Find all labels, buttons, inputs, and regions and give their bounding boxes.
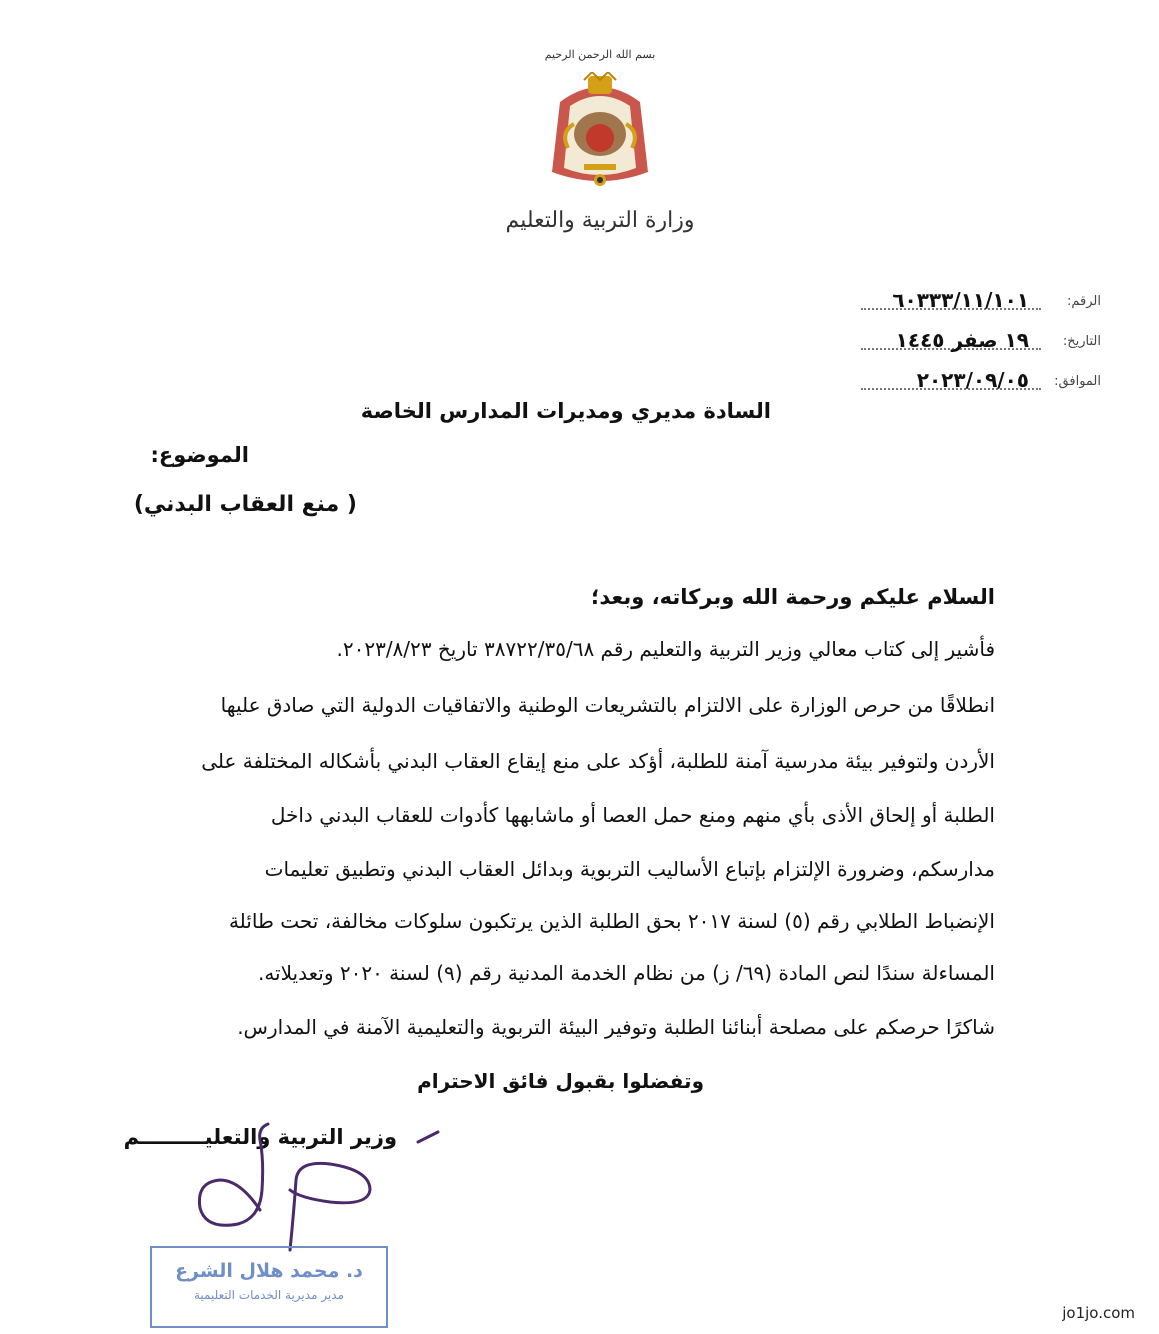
body-line: المساءلة سندًا لنص المادة (٦٩/ ز) من نظام الخدمة المدنية رقم (٩) لسنة ٢٠٢٠ وتعديلاته.: [257, 961, 995, 985]
jordan-coat-of-arms-icon: [540, 72, 660, 202]
signer-title: وزير التربية والتعليـــــــــم: [123, 1125, 397, 1149]
official-stamp: [150, 1246, 388, 1328]
body-line: الطلبة أو إلحاق الأذى بأي منهم ومنع حمل العصا أو ماشابهها كأدوات للعقاب البدني داخل: [270, 803, 995, 827]
reference-number-value: ٦٠٣٣٣/١١/١٠١: [892, 288, 1029, 312]
addressee: السادة مديري ومديرات المدارس الخاصة: [360, 399, 771, 423]
reference-number-label: الرقم:: [1067, 294, 1101, 309]
reference-number-row: [841, 290, 1101, 330]
body-line: فأشير إلى كتاب معالي وزير التربية والتعليم رقم ٣٨٧٢٢/٣٥/٦٨ تاريخ ٢٠٢٣/٨/٢٣.: [336, 637, 995, 661]
body-line: انطلاقًا من حرص الوزارة على الالتزام بالتشريعات الوطنية والاتفاقيات الدولية التي صادق عليها: [220, 693, 995, 717]
body-line: الأردن ولتوفير بيئة مدرسية آمنة للطلبة، أؤكد على منع إيقاع العقاب البدني بأشكاله المختلفة على: [201, 749, 995, 773]
body-line: شاكرًا حرصكم على مصلحة أبنائنا الطلبة وتوفير البيئة التربوية والتعليمية الآمنة في المدارس.: [237, 1015, 995, 1039]
subject-title: ( منع العقاب البدني): [133, 492, 357, 517]
basmala: بسم الله الرحمن الرحيم: [544, 48, 656, 61]
body-line: الإنضباط الطلابي رقم (٥) لسنة ٢٠١٧ بحق الطلبة الذين يرتكبون سلوكات مخالفة، تحت طائلة: [228, 909, 995, 933]
reference-corresponding-row: [841, 370, 1101, 410]
closing: وتفضلوا بقبول فائق الاحترام: [417, 1069, 704, 1093]
reference-block: [841, 290, 1101, 410]
reference-date-label: التاريخ:: [1062, 334, 1101, 349]
greeting: السلام عليكم ورحمة الله وبركاته، وبعد؛: [590, 585, 995, 609]
stamp-title: مدير مديرية الخدمات التعليمية: [194, 1288, 344, 1302]
reference-corresponding-value: ٢٠٢٣/٠٩/٠٥: [916, 368, 1029, 392]
handwritten-signature: [180, 1120, 480, 1260]
ministry-name: وزارة التربية والتعليم: [505, 208, 695, 233]
reference-date-value: ١٩ صفر ١٤٤٥: [895, 328, 1029, 352]
reference-corresponding-label: الموافق:: [1054, 374, 1101, 389]
watermark: jo1jo.com: [1062, 1304, 1135, 1322]
stamp-name: د. محمد هلال الشرع: [175, 1260, 363, 1282]
reference-date-row: [841, 330, 1101, 370]
body-line: مدارسكم، وضرورة الإلتزام بإتباع الأساليب التربوية وبدائل العقاب البدني وتطبيق تعليمات: [264, 857, 995, 881]
subject-label: الموضوع:: [150, 443, 249, 467]
